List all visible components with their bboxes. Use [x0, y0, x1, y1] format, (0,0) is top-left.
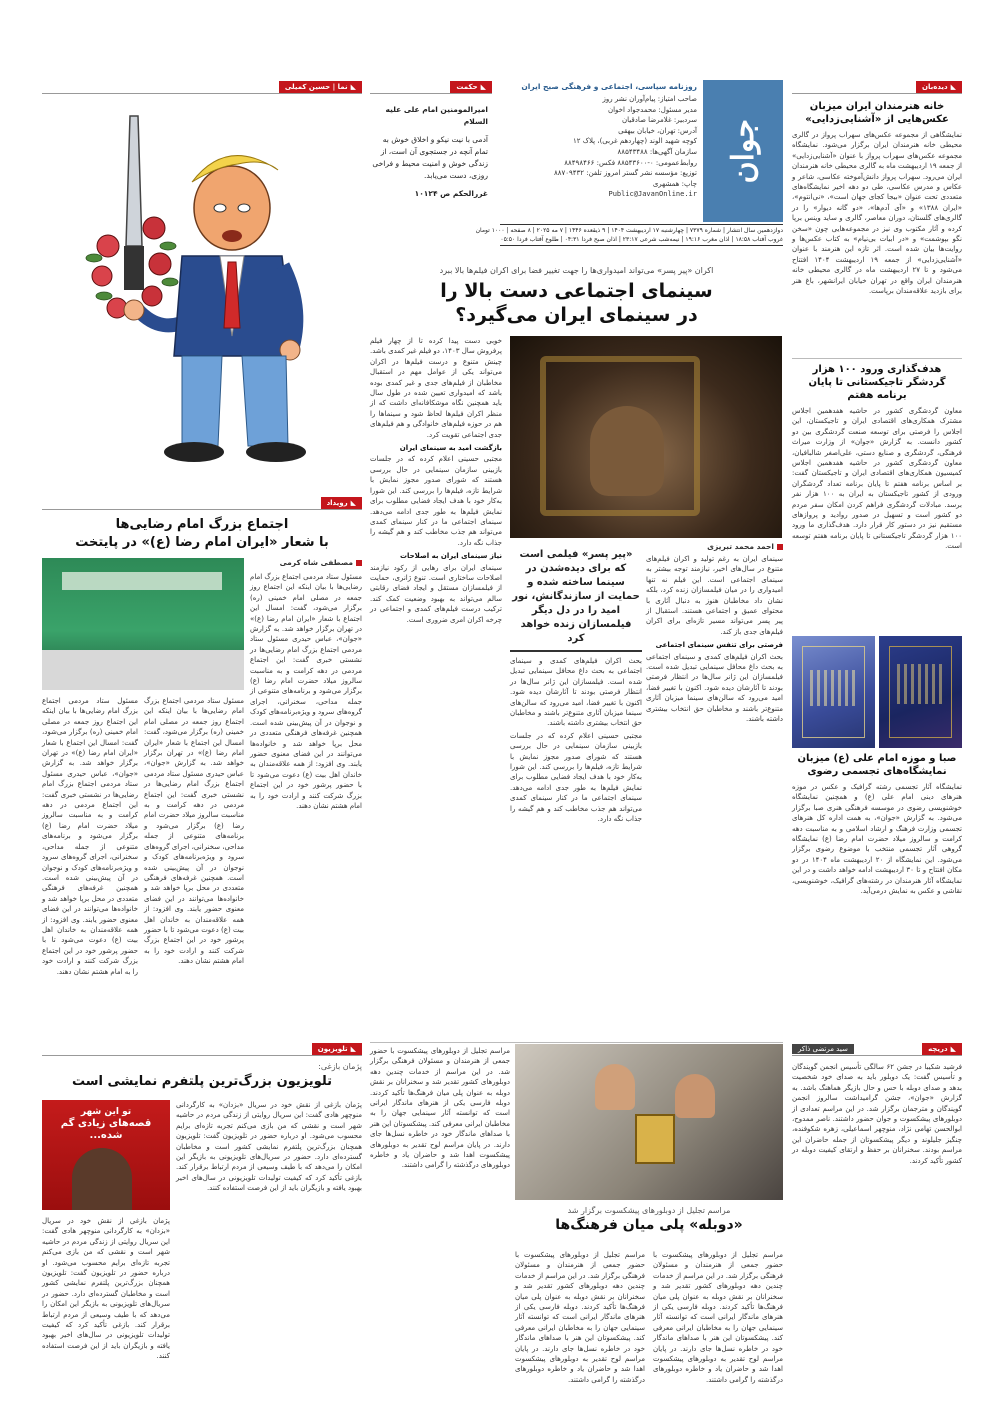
ceremony-photo [42, 558, 244, 690]
main-column-right [646, 542, 783, 1036]
masthead-info [500, 82, 697, 200]
paragraph: مجتبی حسینی اعلام کرده که در جلسات بازبینی سازمان سینمایی در حال بررسی هستند که شورای صدور مجوز نمایش با شرایط تازه، فیلم‌ها را بررسی کند. این شورا به‌کار خود با هدف ایجاد فضایی مطلوب برای نمایش فیلم‌ها به طور جدی ادامه می‌دهد. سینمای اجتماعی ما در کنار سینمای کمدی می‌تواند هم جذب مخاطب کند و هم گیشه را جذاب نگه دارد. [370, 455, 502, 547]
roydad-headline-1: اجتماع بزرگ امام رضایی‌ها [115, 517, 289, 532]
poster-line: تو این شهر [80, 1107, 132, 1117]
televizion-headline: تلویزیون بزرگ‌ترین پلتفرم نمایشی است [71, 1074, 333, 1089]
detail-line: سازمان آگهی‌ها: ۸۸۵۴۳۴۸۸ [617, 147, 697, 156]
hekmat-tag [450, 81, 492, 93]
televizion-tag-label: تلویزیون [317, 1044, 348, 1053]
doubleh-text-right: مراسم تجلیل از دوبلورهای پیشکسوت با حضور جمعی از هنرمندان و مسئولان فرهنگی برگزار شد. در این مراسم از خدمات چندین دهه دوبلورهای کشور تقدیر شد و سخنرانان بر نقش دوبله به عنوان پلی میان فرهنگ‌ها تأکید کردند. دوبله فارسی یکی از هنرهای ماندگار ایرانی است که توانسته آثار سینمایی جهان را به مخاطبان ایرانی معرفی کند. پیشکسوتان این هنر با صداهای ماندگار خود در خاطره نسل‌ها جای دارند. در پایان مراسم لوح تقدیر به دوبلورهای پیشکسوت اهدا شد و حاضران یاد و خاطره دوبلورهای درگذشته را گرامی داشتند. [653, 1251, 783, 1384]
roydad-tag-label: رویداد [326, 498, 348, 507]
didehban-text-2: معاون گردشگری کشور در حاشیه هفدهمین اجلاس مشترک همکاری‌های اقتصادی ایران و تاجیکستان، این اجلاس را فرصتی برای توسعه صنعت گردشگری بین دو کشور دانست. به گزارش «جوان» از وزارت میراث فرهنگی، گردشگری و صنایع دستی، علی‌اصغر شالبافیان، معاون گردشگری کشور در حاشیه هفدهمین اجلاس کمیسیون همکاری‌های اقتصادی ایران و تاجیکستان گفت: بر اساس برنامه هفتم تا پایان برنامه تعداد گردشگران ورودی از کشور تاجیکستان به ایران به ۱۰۰ هزار نفر برسد. مبادلات گردشگری فراهم کردن امکان سفر مردم دو کشور است و تسهیل در صدور روادید و پروازهای مستقیم نیز در دستور کار قرار دارد. هدف‌گذاری ما ورود ۱۰۰ هزار گردشگر تاجیکستانی تا پایان برنامه هفتم توسعه است. [792, 407, 962, 551]
hekmat-box [370, 80, 492, 260]
roydad-author [250, 558, 362, 567]
series-poster [42, 1100, 170, 1210]
roydad-author-box [250, 558, 362, 567]
detail-line: مدیر مسئول: محمدجواد اخوان [607, 105, 697, 114]
televizion-section [42, 1042, 362, 1382]
paragraph: مجتبی حسینی اعلام کرده که در جلسات بازبینی سازمان سینمایی در حال بررسی هستند که شورای صدور مجوز نمایش با شرایط تازه، فیلم‌ها را بررسی کند. این شورا به‌کار خود با هدف ایجاد فضایی مطلوب برای نمایش فیلم‌ها به طور جدی ادامه می‌دهد. سینمای اجتماعی ما در کنار سینمای کمدی می‌تواند هم جذب مخاطب کند و هم گیشه را جذاب نگه دارد. [510, 731, 642, 824]
paragraph: خوبی دست پیدا کرده تا از چهار فیلم پرفروش سال ۱۴۰۳، دو فیلم غیر کمدی باشد. چینش متنوع و درست فیلم‌ها در اکران می‌تواند یکی از عوامل مهم در استقبال مخاطبان از فیلم‌های جدی و غیر کمدی بوده باشد که امیدواری تعیین شده در طول سال باید همچنین نگاه موشکافانه‌ای داشت که از منظر اکران فیلم‌ها لحاظ شود و سینماها را هم در حوزه فیلم‌های خانوادگی و هم فیلم‌های جدی اجتماعی تقویت کرد. [370, 337, 502, 439]
didehban-text-3: نمایشگاه آثار تجسمی رشته گرافیک و عکس در موزه هنرهای دینی امام علی (ع) و همچنین نمایشگاه خوشنویسی رضوی در موسسه فرهنگی هنری صبا برگزار می‌شود. به گزارش «جوان»، به همت اداره کل هنرهای تجسمی وزارت فرهنگ و ارشاد اسلامی و به مناسبت دهه کرامت و سالروز میلاد حضرت امام رضا (ع) نمایشگاه گروهی آثار تجسمی منتخب با موضوع رضوی برگزار می‌شود. این نمایشگاه از ۲۰ اردیبهشت ماه ۱۴۰۴ در دو مکان افتتاح و تا ۳۰ اردیبهشت ادامه خواهد داشت و در این نمایشگاه آثار هنرمندان در رشته‌های گرافیک، خوشنویسی، نقاشی و عکس به نمایش درمی‌آید. [792, 783, 963, 896]
masthead-logo [703, 80, 783, 222]
divider [370, 1042, 783, 1043]
main-kicker: اکران «پیر پسر» می‌تواند امیدواری‌ها را جهت تغییر فضا برای اکران فیلم‌ها بالا ببرد [439, 266, 714, 275]
hekmat-source: غررالحکم ص ۱۰۱۲۴ [414, 189, 488, 198]
roydad-section [42, 496, 362, 1036]
detail-line: صاحب امتیاز: پیام‌آوران نشر روز [602, 95, 697, 103]
daricheh-section-bar [792, 1042, 962, 1056]
paragraph: سینمای ایران به رغم تولید و اکران فیلم‌های متنوع در سال‌های اخیر، نیازمند توجه بیشتر به سینمای اجتماعی است. این فیلم نه تنها امیدواری را در میان فیلمسازان زنده کرد، بلکه نشان داد مخاطبان هنوز به دنبال آثاری با محتوای عمیق و اجتماعی هستند. استقبال از پیر پسر می‌تواند مسیر تازه‌ای برای اکران فیلم‌های جدی باز کند. [646, 555, 783, 636]
award-ceremony-photo [515, 1044, 783, 1200]
didehban-headline-1: خانه هنرمندان ایران میزبان عکس‌هایی از «آشنایی‌زدایی» [805, 101, 949, 125]
doubleh-kicker: مراسم تجلیل از دوبلورهای پیشکسوت برگزار شد [567, 1206, 731, 1215]
detail-line: کوچه شهید الوند (چهاردهم غربی)، پلاک ۱۲ [572, 137, 697, 146]
divider [792, 358, 962, 359]
doubleh-section [370, 1042, 783, 1382]
dateline [475, 224, 783, 246]
main-text-middle [510, 656, 642, 825]
roydad-text-middle: مسئول ستاد مردمی اجتماع بزرگ امام رضایی‌ها با بیان اینکه این اجتماع روز جمعه در مصلی امام خمینی (ره) برگزار می‌شود، گفت: امسال این اجتماع با شعار «ایران امام رضا (ع)» در تهران برگزار خواهد شد. به گزارش «جوان»، عباس حیدری مسئول ستاد مردمی اجتماع بزرگ امام رضایی‌ها در نشستی خبری گفت: این اجتماع مردمی در دهه کرامت و به مناسبت سالروز میلاد حضرت امام رضا (ع) برگزار می‌شود و برنامه‌های متنوعی از جمله مداحی، سخنرانی، اجرای گروه‌های سرود و ویژه‌برنامه‌های کودک و نوجوان در آن پیش‌بینی شده است. همچنین غرفه‌های فرهنگی متعددی در محل برپا خواهد شد و خانواده‌ها می‌توانند در این فضای معنوی حضور یابند. وی افزود: از همه علاقه‌مندان به خاندان اهل بیت (ع) دعوت می‌شود تا با حضور پرشور خود در این اجتماع بزرگ شرکت کنند و ارادت خود را به امام هشتم نشان دهند. [144, 697, 244, 966]
doubleh-text-middle: مراسم تجلیل از دوبلورهای پیشکسوت با حضور جمعی از هنرمندان و مسئولان فرهنگی برگزار شد. در این مراسم از خدمات چندین دهه دوبلورهای کشور تقدیر شد و سخنرانان بر نقش دوبله به عنوان پلی میان فرهنگ‌ها تأکید کردند. دوبله فارسی یکی از هنرهای ماندگار ایرانی است که توانسته آثار سینمایی جهان را به مخاطبان ایرانی معرفی کند. پیشکسوتان این هنر با صداهای ماندگار خود در خاطره نسل‌ها جای دارند. در پایان مراسم لوح تقدیر به دوبلورهای پیشکسوت اهدا شد و حاضران یاد و خاطره دوبلورهای درگذشته را گرامی داشتند. [515, 1251, 645, 1384]
main-subheading: بازگشت امید به سینمای ایران [399, 444, 502, 453]
roydad-headline-2: با شعار «ایران امام رضا (ع)» در پایتخت [75, 535, 329, 550]
poster-line: قصه‌های زیادی گم شده... [60, 1118, 152, 1141]
author-name: مصطفی شاه کرمی [279, 558, 353, 567]
didehban-text-1: نمایشگاهی از مجموعه عکس‌های سهراب پرواز در گالری محیطی خانه هنرمندان ایران برگزار می‌شود. نمایشگاه مجموعه عکس‌های سهراب پرواز با عنوان «آشنایی‌زدایی» از جمعه ۱۹ اردیبهشت ماه به گالری محیطی خانه هنرمندان ایران می‌رود. سهراب پرواز دانش‌آموخته عکاسی، شاعر و عکاس و مدرس عکاسی، طی دو دهه اخیر نمایشگاه‌های متعددی تحت عنوان «بیجا کجای جهان است»، «نی‌انتوم»، «ایران ۱۳۸۸» و «آی آدم‌ها»، «دو گانه دیوار» را در گالری‌های گلستان، دوران معاصر، گالری و ساید وینس برپا کرده و آثار مکتوب وی نیز در مجموعه‌هایی چون «سخن نگو بپوشمت» و «در ابیات بی‌نیام» به کتاب عکس‌ها و روایت‌ها بیان شده است. اثر تازه این هنرمند با عنوان «آشنایی‌زدایی» از جمعه ۱۹ اردیبهشت ۱۴۰۴ افتتاح می‌شود و تا ۲۷ اردیبهشت ماه در گالری محیطی خانه هنرمندان ایران واقع در تهران خیابان ایرانشهر، باغ هنر برای بازدید علاقه‌مندان برپاست. [792, 131, 963, 296]
main-headline-line-1: سینمای اجتماعی دست بالا را [440, 280, 713, 302]
didehban-section-bar [792, 80, 962, 94]
televizion-text-cont: پژمان بازغی از نقش خود در سریال «بزدان» به کارگردانی منوچهر هادی گفت: این سریال روایتی از زندگی مردم در حاشیه شهر است و نقشی که من بازی می‌کنم تجربه تازه‌ای برایم محسوب می‌شود. او درباره حضور در تلویزیون گفت: تلویزیون همچنان بزرگ‌ترین پلتفرم نمایشی کشور است و مخاطبان گسترده‌ای دارد. حضور در سریال‌های تلویزیونی به بازیگر این امکان را می‌دهد که با طیف وسیعی از مردم ارتباط برقرار کند. بازغی تأکید کرد که کیفیت تولیدات تلویزیونی در سال‌های اخیر بهبود یافته و بازیگران باید از این فرصت استفاده کنند. [42, 1217, 170, 1361]
chevron-icon: ◣ [950, 82, 956, 91]
chevron-icon: ◣ [950, 1044, 956, 1053]
roydad-tag [321, 497, 362, 509]
pull-quote: «پیر پسر» فیلمی است که برای دیده‌شدن در سینما ساخته شده و حمایت از سازندگانش، نور امید را در دل دیگر فیلمسازان زنده خواهد کرد [510, 544, 642, 652]
hekmat-text [370, 104, 492, 200]
logo-text: جوان [725, 118, 761, 184]
cartoon-box [42, 80, 362, 488]
dateline-row: دوازدهمین سال انتشار | شماره ۷۳۷۹ | چهارشنبه ۱۷ اردیبهشت ۱۴۰۴ | ۹ ذیقعده ۱۴۴۶ | ۷ مه ۲۰۲۵ | ۸ صفحه | ۱۰۰۰ تومان [475, 227, 783, 234]
tagline: روزنامه سیاسی، اجتماعی و فرهنگی صبح ایران [521, 82, 697, 91]
poster-image [792, 636, 875, 748]
televizion-kicker: پژمان بازغی: [318, 1062, 362, 1071]
hekmat-section-bar [370, 80, 492, 94]
main-headline-line-2: در سینمای ایران می‌گیرد؟ [455, 304, 698, 326]
main-column-middle [510, 544, 642, 1036]
doubleh-text-left: مراسم تجلیل از دوبلورهای پیشکسوت با حضور جمعی از هنرمندان و مسئولان فرهنگی برگزار شد. در این مراسم از خدمات چندین دهه دوبلورهای کشور تقدیر شد و سخنرانان بر نقش دوبله به عنوان پلی میان فرهنگ‌ها تأکید کردند. دوبله فارسی یکی از هنرهای ماندگار ایرانی است که توانسته آثار سینمایی جهان را به مخاطبان ایرانی معرفی کند. پیشکسوتان این هنر با صداهای ماندگار خود در خاطره نسل‌ها جای دارند. در پایان مراسم لوح تقدیر به دوبلورهای پیشکسوت اهدا شد و حاضران یاد و خاطره دوبلورهای درگذشته را گرامی داشتند. [370, 1047, 510, 1170]
email-link[interactable]: Public@JavanOnline.ir [608, 190, 697, 199]
chevron-icon: ◣ [480, 82, 486, 91]
detail-line: روابط‌عمومی: ۰-۸۸۵۴۳۶۰۰ فکس: ۸۸۴۹۸۴۶۶ [564, 158, 697, 167]
didehban-tag [916, 81, 962, 93]
main-subheading: نیاز سینمای ایران به اصلاحات [399, 552, 502, 561]
cartoon-section-bar [42, 80, 362, 94]
movie-still-image [510, 336, 782, 538]
daricheh-text: فرشید شکیبا در جشن ۶۲ سالگی تأسیس انجمن گویندگان و تأسیس گفت: یک دوبلور باید به صدای خود شخصیت بدهد و صدای دوبله با حس و حال بازیگر هماهنگ باشد. به گزارش «جوان»، جشن گرامیداشت سالروز انجمن گویندگان و مترجمان برگزار شد. در این مراسم تعدادی از دوبلورهای پیشکسوت و جوان حضور داشتند. ناصر ممدوح، ابوالحسن تهامی نژاد، منوچهر اسماعیلی، زهره شکوفنده، چنگیز جلیلوند و دیگر پیشکسوتان از جمله حاضران این مراسم بودند. سخنرانان بر حفظ و ارتقای کیفیت دوبله در کشور تأکید کردند. [792, 1063, 963, 1165]
detail-line: آدرس: تهران، خیابان بیهقی [618, 126, 697, 135]
cartoon-illustration [42, 96, 362, 488]
roydad-text-right: مسئول ستاد مردمی اجتماع بزرگ امام رضایی‌ها با بیان اینکه این اجتماع روز جمعه در مصلی امام خمینی (ره) برگزار می‌شود، گفت: امسال این اجتماع با شعار «ایران امام رضا (ع)» در تهران برگزار خواهد شد. به گزارش «جوان»، عباس حیدری مسئول ستاد مردمی اجتماع بزرگ امام رضایی‌ها در نشستی خبری گفت: این اجتماع مردمی در دهه کرامت و به مناسبت سالروز میلاد حضرت امام رضا (ع) برگزار می‌شود و برنامه‌های متنوعی از جمله مداحی، سخنرانی، اجرای گروه‌های سرود و ویژه‌برنامه‌های کودک و نوجوان در آن پیش‌بینی شده است. همچنین غرفه‌های فرهنگی متعددی در محل برپا خواهد شد و خانواده‌ها می‌توانند در این فضای معنوی حضور یابند. وی افزود: از همه علاقه‌مندان به خاندان اهل بیت (ع) دعوت می‌شود تا با حضور پرشور خود در این اجتماع بزرگ شرکت کنند و ارادت خود را به امام هشتم نشان دهند. [250, 573, 362, 810]
televizion-text: پژمان بازغی از نقش خود در سریال «بزدان» به کارگردانی منوچهر هادی گفت: این سریال روایتی از زندگی مردم در حاشیه شهر است و نقشی که من بازی می‌کنم تجربه تازه‌ای برایم محسوب می‌شود. او درباره حضور در تلویزیون گفت: تلویزیون همچنان بزرگ‌ترین پلتفرم نمایشی کشور است و مخاطبان گسترده‌ای دارد. حضور در سریال‌های تلویزیونی به بازیگر این امکان را می‌دهد که با طیف وسیعی از مردم ارتباط برقرار کند. بازغی تأکید کرد که کیفیت تولیدات تلویزیونی در سال‌های اخیر بهبود یافته و بازیگران باید از این فرصت استفاده کنند. [176, 1101, 362, 1193]
televizion-tag [312, 1043, 362, 1055]
masthead [475, 80, 783, 264]
poster-image [879, 636, 962, 748]
didehban-headline-3: صبا و موزه امام علی (ع) میزبان نمایشگاه‌های تجسمی رضوی [797, 753, 957, 777]
daricheh-tag [922, 1043, 962, 1055]
paragraph: سینمای ایران برای رهایی از رکود نیازمند اصلاحات ساختاری است. تنوع ژانری، حمایت از فیلمسازان مستقل و ایجاد فضای رقابتی سالم می‌تواند به بهبود وضعیت کمک کند. ترکیب درست فیلم‌های کمدی و اجتماعی در چرخه اکران امری ضروری است. [370, 563, 502, 624]
didehban-headline-2: هدف‌گذاری ورود ۱۰۰ هزار گردشگر تاجیکستانی تا پایان برنامه هفتم [808, 364, 946, 401]
main-author [646, 542, 783, 551]
doubleh-header [515, 1206, 783, 1235]
chevron-icon: ◣ [350, 82, 356, 91]
chevron-icon: ◣ [350, 498, 356, 507]
didehban-tag-label: دیده‌بان [921, 82, 948, 91]
doubleh-headline: «دوبله» پلی میان فرهنگ‌ها [555, 1217, 743, 1233]
daricheh-section [792, 1042, 962, 1382]
main-column-left [370, 336, 502, 1036]
roydad-section-bar [42, 496, 362, 510]
author-name: احمد محمد تبریزی [707, 542, 774, 551]
hekmat-tag-label: حکمت [456, 82, 478, 91]
author-marker-icon [777, 544, 783, 550]
dateline-row: غروب آفتاب ۱۸:۵۸ | اذان مغرب ۱۹:۱۶ | نیمه‌شب شرعی ۲۳:۱۷ | اذان صبح فردا ۰۴:۳۱ | طلوع آفتاب فردا ۰۵:۵۰ [500, 236, 783, 243]
cartoon-tag [279, 81, 362, 93]
detail-line: توزیع: مؤسسه نشر گستر امروز تلفن: ۸۸۷۰۹۴۳۲ [553, 169, 697, 178]
masthead-details [500, 94, 697, 200]
author-marker-icon [356, 560, 362, 566]
cartoon-tag-label: نما | حسین کمیلی [284, 82, 348, 91]
didehban-column [792, 80, 962, 1015]
daricheh-author: سید مرتضی ذاکر [792, 1044, 854, 1054]
paragraph: بحث اکران فیلم‌های کمدی و سینمای اجتماعی به بحث داغ محافل سینمایی تبدیل شده است. فیلمسازان این ژانر سال‌ها در انتظار فرصتی بودند تا آثارشان دیده شود. اکنون با تغییر فضا، امید می‌رود که سالن‌های سینما میزبان آثاری متنوع‌تر باشند و مخاطبان حق انتخاب بیشتری داشته باشند. [510, 657, 642, 728]
main-feature [370, 266, 783, 1039]
detail-line: سردبیر: غلامرضا صادقیان [621, 116, 697, 125]
main-text-right [646, 554, 783, 725]
hekmat-speaker: امیرالمومنین امام علی علیه السلام [385, 105, 488, 126]
daricheh-tag-label: دریچه [928, 1044, 948, 1053]
poster-text [48, 1106, 164, 1142]
didehban-posters [792, 636, 962, 748]
paragraph: بحث اکران فیلم‌های کمدی و سینمای اجتماعی به بحث داغ محافل سینمایی تبدیل شده است. فیلمسازان این ژانر سال‌ها در انتظار فرصتی بودند تا آثارشان دیده شود. اکنون با تغییر فضا، امید می‌رود که سالن‌های سینما میزبان آثاری متنوع‌تر باشند و مخاطبان حق انتخاب بیشتری داشته باشند. [646, 652, 783, 724]
main-subheading: فرصتی برای تنفس سینمای اجتماعی [655, 641, 783, 650]
detail-line: چاپ: همشهری [652, 179, 697, 188]
hekmat-quote: آدمی با نیت نیکو و اخلاق خوش به تمام آنچه در جستجوی آن است، از زندگی خوش و امنیت محیط و فراخی روزی، دست می‌یابد. [372, 135, 488, 180]
roydad-text-left: مسئول ستاد مردمی اجتماع بزرگ امام رضایی‌ها با بیان اینکه این اجتماع روز جمعه در مصلی امام خمینی (ره) برگزار می‌شود، گفت: امسال این اجتماع با شعار «ایران امام رضا (ع)» در تهران برگزار خواهد شد. به گزارش «جوان»، عباس حیدری مسئول ستاد مردمی اجتماع بزرگ امام رضایی‌ها در نشستی خبری گفت: این اجتماع مردمی در دهه کرامت و به مناسبت سالروز میلاد حضرت امام رضا (ع) برگزار می‌شود و برنامه‌های متنوعی از جمله مداحی، سخنرانی، اجرای گروه‌های سرود و ویژه‌برنامه‌های کودک و نوجوان در آن پیش‌بینی شده است. همچنین غرفه‌های فرهنگی متعددی در محل برپا خواهد شد و خانواده‌ها می‌توانند در این فضای معنوی حضور یابند. وی افزود: از همه علاقه‌مندان به خاندان اهل بیت (ع) دعوت می‌شود تا با حضور پرشور خود در این اجتماع بزرگ شرکت کنند و ارادت خود را به امام هشتم نشان دهند. [42, 697, 138, 976]
chevron-icon: ◣ [350, 1044, 356, 1053]
televizion-section-bar [42, 1042, 362, 1056]
